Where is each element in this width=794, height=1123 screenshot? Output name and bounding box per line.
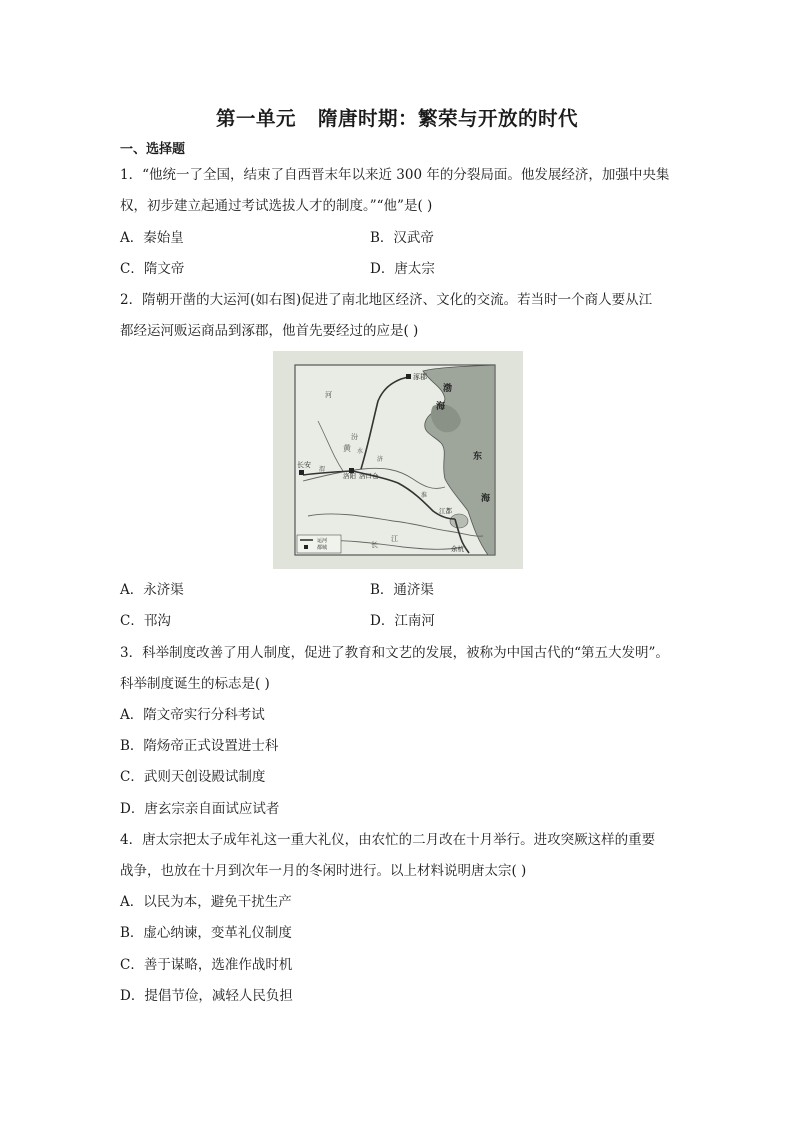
changan-marker xyxy=(299,470,304,475)
label-bo: 渤 xyxy=(443,384,453,394)
map-svg xyxy=(273,351,523,569)
q4-option-a[interactable]: A．以民为本，避免干扰生产 xyxy=(120,894,292,910)
q3-option-c[interactable]: C．武则天创设殿试制度 xyxy=(120,769,266,785)
label-zhuojun: 涿郡 xyxy=(413,373,427,381)
q4-option-c[interactable]: C．善于谋略，选准作战时机 xyxy=(120,957,293,973)
q1-option-b[interactable]: B．汉武帝 xyxy=(370,230,434,246)
label-hai2: 海 xyxy=(481,494,491,504)
q3-stem-line1: 3．科举制度改善了用人制度，促进了教育和文艺的发展，被称为中国古代的“第五大发明”。 xyxy=(120,645,669,661)
label-hai1: 海 xyxy=(436,402,446,412)
q2-option-c[interactable]: C．邗沟 xyxy=(120,613,171,629)
label-river-jiang: 江 xyxy=(391,535,398,543)
label-huang: 黄 xyxy=(343,444,351,453)
q2-option-a[interactable]: A．永济渠 xyxy=(120,582,184,598)
q1-option-d[interactable]: D．唐太宗 xyxy=(370,261,435,277)
q2-stem-line2: 都经运河贩运商品到涿郡，他首先要经过的应是( ) xyxy=(120,323,419,339)
q2-stem-line1: 2．隋朝开凿的大运河(如右图)促进了南北地区经济、文化的交流。若当时一个商人要从江 xyxy=(120,292,653,308)
q2-option-d[interactable]: D．江南河 xyxy=(370,613,435,629)
q1-option-c[interactable]: C．隋文帝 xyxy=(120,261,185,277)
lake xyxy=(450,514,468,528)
label-changan: 长安 xyxy=(297,461,311,469)
q1-stem-line2: 权，初步建立起通过考试选拔人才的制度。”“他”是( ) xyxy=(120,198,433,214)
label-shui: 水 xyxy=(357,448,364,455)
page-title xyxy=(0,103,794,131)
section-heading: 一、选择题 xyxy=(120,142,186,157)
grand-canal-map xyxy=(273,351,523,569)
q3-option-a[interactable]: A．隋文帝实行分科考试 xyxy=(120,707,265,723)
label-jiangdu: 江都 xyxy=(439,507,452,515)
label-luokoucang: 洛口仓 xyxy=(359,472,379,480)
legend-capital-marker xyxy=(304,545,308,549)
q4-option-b[interactable]: B．虚心纳谏，变革礼仪制度 xyxy=(120,925,292,941)
unit-label: 第一单元 xyxy=(215,107,296,130)
label-fen: 汾 xyxy=(351,433,358,441)
q3-stem-line2: 科举制度诞生的标志是( ) xyxy=(120,676,270,692)
q4-stem-line2: 战争，也放在十月到次年一月的冬闲时进行。以上材料说明唐太宗( ) xyxy=(120,863,527,879)
zhuojun-marker xyxy=(406,374,411,379)
q3-option-b[interactable]: B．隋炀帝正式设置进士科 xyxy=(120,738,279,754)
label-river-he: 河 xyxy=(325,391,332,399)
label-dong: 东 xyxy=(473,452,483,462)
q4-option-d[interactable]: D．提倡节俭，减轻人民负担 xyxy=(120,988,293,1004)
label-chang: 长 xyxy=(371,541,378,549)
label-luoyang: 洛阳 xyxy=(343,472,356,480)
q1-stem-line1: 1．“他统一了全国，结束了自西晋末年以来近 300 年的分裂局面。他发展经济，加强中央集 xyxy=(120,167,670,183)
q2-option-b[interactable]: B．通济渠 xyxy=(370,582,434,598)
q4-stem-line1: 4．唐太宗把太子成年礼这一重大礼仪，由农忙的二月改在十月举行。进攻突厥这样的重要 xyxy=(120,832,656,848)
unit-topic: 隋唐时期：繁荣与开放的时代 xyxy=(318,107,579,130)
legend-capital-label: 都城 xyxy=(317,545,328,551)
label-yuhang: 余杭 xyxy=(451,545,464,553)
label-huai: 淮 xyxy=(421,492,428,499)
legend-canal-label: 运河 xyxy=(317,538,328,544)
q1-option-a[interactable]: A．秦始皇 xyxy=(120,230,184,246)
label-ji: 济 xyxy=(377,456,384,463)
label-wei: 渭 xyxy=(319,466,326,473)
q3-option-d[interactable]: D．唐玄宗亲自面试应试者 xyxy=(120,801,280,817)
